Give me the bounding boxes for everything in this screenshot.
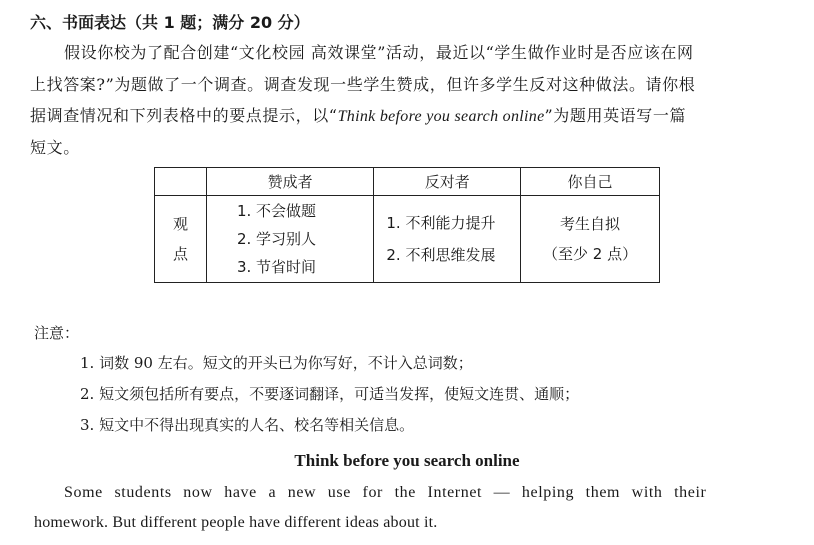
essay-line-2: homework. But different people have different ideas about it.: [34, 514, 438, 531]
note-item-2: 2. 短文须包括所有要点，不要逐词翻译，可适当发挥，使短文连贯、通顺；: [80, 385, 580, 403]
opponents-cell: [374, 196, 521, 283]
essay-title: Think before you search online: [294, 451, 520, 470]
row-label-char-2: 点: [172, 245, 188, 263]
notes-title: 注意：: [34, 324, 80, 342]
table-header-supporters: 赞成者: [206, 168, 373, 196]
list-item: 2. 不利思维发展: [386, 246, 496, 264]
table-header-opponents: 反对者: [374, 168, 521, 196]
points-table: [154, 167, 660, 283]
table-row: [155, 196, 660, 283]
prompt-line-3: [30, 103, 686, 126]
list-item: 3. 节省时间: [236, 258, 317, 276]
list-item: 考生自拟: [560, 215, 621, 233]
row-label-viewpoint: [155, 196, 207, 283]
prompt-line-2: 上找答案?”为题做了一个调查。调查发现一些学生赞成，但许多学生反对这种做法。请你根: [30, 75, 696, 94]
essay-line-1: Some students now have a new use for the Internet — helping them with their: [64, 484, 707, 501]
row-label-char-1: 观: [172, 215, 188, 233]
prompt-line-4: 短文。: [30, 138, 80, 157]
table-header-row: [155, 168, 660, 196]
prompt-line-3-end: ”为题用英语写一篇: [544, 106, 687, 125]
list-item: 1. 不利能力提升: [386, 214, 496, 232]
section-heading: 六、书面表达（共 1 题；满分 20 分）: [30, 13, 310, 32]
prompt-line-1: 假设你校为了配合创建“文化校园 高效课堂”活动，最近以“学生做作业时是否应该在网: [64, 43, 694, 62]
supporters-cell: [206, 196, 373, 283]
note-item-3: 3. 短文中不得出现真实的人名、校名等相关信息。: [80, 416, 415, 434]
note-item-1: 1. 词数 90 左右。短文的开头已为你写好，不计入总词数；: [80, 354, 473, 372]
list-item: 1. 不会做题: [236, 202, 317, 220]
table-header-empty: [155, 168, 207, 196]
prompt-title-italic: Think before you search online: [337, 108, 545, 125]
list-item: 2. 学习别人: [236, 230, 317, 248]
yourself-cell: [521, 196, 660, 283]
table-header-yourself: 你自己: [521, 168, 660, 196]
prompt-line-3-start: 据调查情况和下列表格中的要点提示，以“: [30, 106, 338, 125]
list-item: （至少 2 点）: [542, 245, 638, 263]
